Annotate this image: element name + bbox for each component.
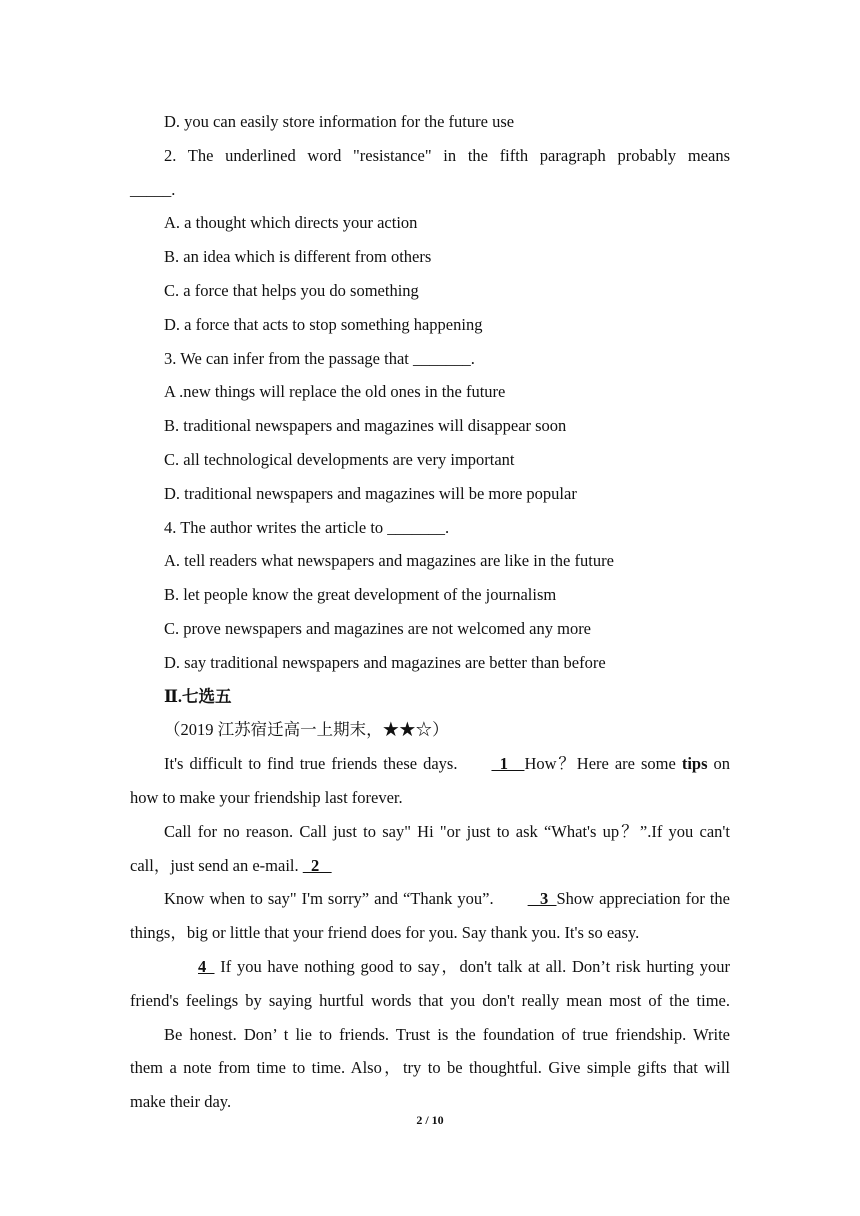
q2-option-d: D. a force that acts to stop something happening <box>164 314 483 334</box>
q4-option-c: C. prove newspapers and magazines are not welcomed any more <box>164 618 592 638</box>
q3-option-d: D. traditional newspapers and magazines will be more popular <box>164 483 577 503</box>
q2-option-a: A. a thought which directs your action <box>164 213 418 233</box>
q2-stem: 2. The underlined word "resistance" in the fifth paragraph probably means <box>164 145 730 165</box>
q4-stem: 4. The author writes the article to _______. <box>164 517 450 537</box>
q4-option-d: D. say traditional newspapers and magazines are better than before <box>164 652 606 672</box>
passage-p4-line2: friend's feelings by saying hurtful words that you don't really mean most of the time. <box>130 990 730 1010</box>
passage-p5-line2: them a note from time to time. Also，try to be thoughtful. Give simple gifts that will <box>130 1058 730 1078</box>
section-source: （2019 江苏宿迁高一上期末，★★☆） <box>164 720 449 740</box>
p4-text: If you have nothing good to say，don't talk at all. Don’t risk hurting your <box>214 956 730 976</box>
p1-text-b: How？Here are some <box>524 754 682 774</box>
passage-p1-line2: how to make your friendship last forever. <box>130 787 403 807</box>
p1-text-a: It's difficult to find true friends these days. <box>164 754 458 774</box>
page-content <box>130 105 730 1119</box>
p1-bold-word: tips <box>681 754 708 774</box>
p3-text-b: Show appreciation for the <box>556 889 731 909</box>
q4-option-b: B. let people know the great development of the journalism <box>164 585 557 605</box>
q2-stem-blank: _____. <box>130 179 176 199</box>
blank-1: 1 <box>491 754 525 774</box>
page-number: 2 / 10 <box>416 1113 444 1127</box>
blank-2: 2 <box>302 855 332 875</box>
q1-option-d: D. you can easily store information for the future use <box>164 112 515 131</box>
p1-text-c: on <box>707 754 731 774</box>
passage-p1-line1 <box>130 747 730 781</box>
q4-option-a: A. tell readers what newspapers and magazines are like in the future <box>164 551 614 571</box>
passage-p3-line2: things，big or little that your friend does for you. Say thank you. It's so easy. <box>130 923 640 943</box>
q2-option-b: B. an idea which is different from others <box>164 247 432 267</box>
p3-text-a: Know when to say" I'm sorry” and “Thank you”. <box>164 889 494 909</box>
passage-p5-line1: Be honest. Don’ t lie to friends. Trust is the foundation of true friendship. Write <box>164 1024 730 1044</box>
blank-4: 4 <box>198 956 215 976</box>
passage-p5-line3: make their day. <box>130 1092 232 1112</box>
q3-option-b: B. traditional newspapers and magazines will disappear soon <box>164 416 567 436</box>
p2-text: call，just send an e-mail. <box>130 855 303 875</box>
passage-p3-line1 <box>130 882 730 916</box>
blank-3: 3 <box>527 889 557 909</box>
section-title: Ⅱ.七选五 <box>164 686 232 706</box>
q3-option-a: A .new things will replace the old ones in the future <box>164 382 506 402</box>
q2-option-c: C. a force that helps you do something <box>164 280 419 300</box>
q3-option-c: C. all technological developments are very important <box>164 449 515 469</box>
passage-p2-line1: Call for no reason. Call just to say" Hi "or just to ask “What's up？”.If you can't <box>164 821 730 841</box>
passage-p4-line1 <box>130 950 730 984</box>
passage-p2-line2 <box>130 849 730 883</box>
q3-stem: 3. We can infer from the passage that _______. <box>164 348 475 368</box>
